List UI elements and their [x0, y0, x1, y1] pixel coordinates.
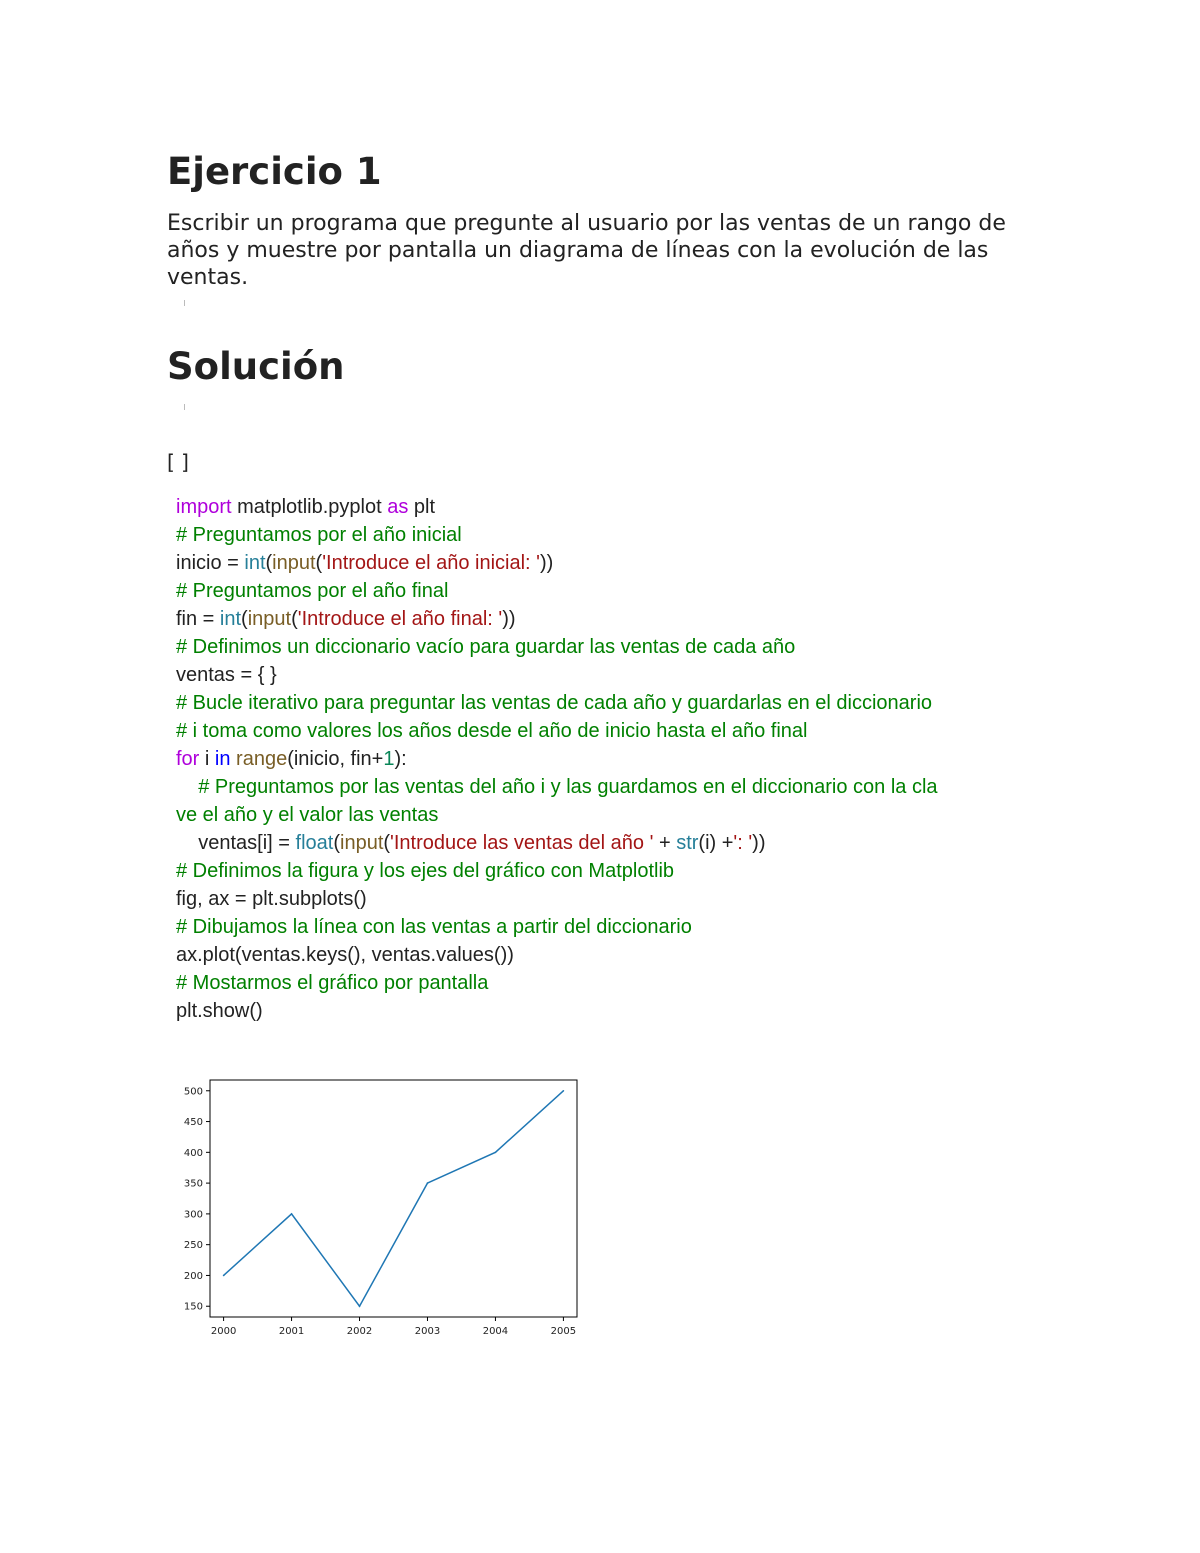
code-line: [176, 829, 1046, 857]
code-cell[interactable]: [176, 493, 1046, 1025]
divider-mark: [184, 404, 185, 410]
code-token: )): [539, 552, 554, 574]
run-cell-button[interactable]: [ ]: [167, 450, 189, 474]
code-token: int: [219, 608, 242, 630]
code-line: [176, 493, 1046, 521]
data-point: [427, 1182, 429, 1184]
code-token: 1: [383, 748, 395, 770]
x-tick-label: 2003: [414, 1326, 441, 1337]
x-tick-label: 2005: [550, 1326, 577, 1337]
code-comment: # Definimos la figura y los ejes del gráfico con Matplotlib: [176, 860, 675, 882]
code-token: str: [676, 832, 699, 854]
code-token: (: [265, 552, 273, 574]
code-line: ventas = { }: [176, 664, 277, 686]
code-token: (: [315, 552, 323, 574]
y-tick-label: 200: [183, 1270, 203, 1282]
code-token: ):: [394, 748, 407, 770]
code-token: (: [241, 608, 248, 630]
divider-mark: [184, 300, 185, 306]
code-token: import: [176, 496, 232, 518]
code-comment: # Definimos un diccionario vacío para guardar las ventas de cada año: [176, 636, 796, 658]
code-token: as: [387, 496, 409, 518]
code-token: 'Introduce el año final: ': [297, 608, 503, 630]
code-token: in: [214, 748, 231, 770]
y-tick-label: 350: [183, 1178, 203, 1190]
code-comment: ve el año y el valor las ventas: [176, 804, 439, 826]
code-comment: # Preguntamos por las ventas del año i y las guardamos en el diccionario con la cla: [176, 776, 938, 798]
data-point: [291, 1213, 293, 1215]
code-token: (: [383, 832, 391, 854]
x-tick-label: 2002: [346, 1326, 373, 1337]
y-tick-label: 450: [183, 1117, 203, 1129]
code-token: ': ': [733, 832, 753, 854]
y-tick-label: 300: [183, 1209, 203, 1221]
code-line: [176, 605, 1046, 633]
plot-frame: [210, 1080, 577, 1317]
code-token: fin =: [176, 608, 220, 630]
code-comment: # i toma como valores los años desde el año de inicio hasta el año final: [176, 720, 808, 742]
data-point: [495, 1152, 497, 1154]
data-point: [359, 1305, 361, 1307]
code-token: 'Introduce el año inicial: ': [322, 552, 540, 574]
x-tick-label: 2001: [278, 1326, 305, 1337]
code-token: int: [244, 552, 266, 574]
page-title: Ejercicio 1: [167, 150, 382, 193]
code-line: [176, 549, 1046, 577]
code-token: )): [502, 608, 516, 630]
code-token: ventas[i] =: [176, 832, 296, 854]
code-token: plt: [408, 496, 436, 518]
exercise-description: Escribir un programa que pregunte al usuario por las ventas de un rango de años y muestre por pantalla un diagrama de líneas con la evolución de las ventas.: [167, 211, 1006, 290]
code-token: range: [236, 748, 288, 770]
code-token: (: [291, 608, 298, 630]
code-token: for: [176, 748, 200, 770]
code-token: 'Introduce las ventas del año ': [390, 832, 654, 854]
code-comment: # Preguntamos por el año final: [176, 580, 449, 602]
code-token: (i) +: [698, 832, 734, 854]
y-tick-label: 500: [183, 1086, 203, 1098]
code-token: )): [752, 832, 766, 854]
chart-svg: [170, 1070, 590, 1345]
code-line: ax.plot(ventas.keys(), ventas.values()): [176, 944, 514, 966]
code-token: +: [653, 832, 677, 854]
y-tick-label: 400: [183, 1147, 203, 1159]
code-line: fig, ax = plt.subplots(): [176, 888, 367, 910]
code-token: (inicio, fin+: [287, 748, 384, 770]
x-tick-label: 2000: [210, 1326, 237, 1337]
code-token: (: [333, 832, 340, 854]
data-point: [223, 1275, 225, 1277]
solution-heading: Solución: [167, 345, 345, 388]
code-token: float: [295, 832, 334, 854]
code-token: i: [199, 748, 215, 770]
y-tick-label: 150: [183, 1301, 203, 1313]
y-tick-label: 250: [183, 1240, 203, 1252]
code-comment: # Dibujamos la línea con las ventas a partir del diccionario: [176, 916, 692, 938]
code-token: inicio =: [176, 552, 245, 574]
code-comment: # Preguntamos por el año inicial: [176, 524, 462, 546]
data-point: [563, 1090, 565, 1092]
code-token: input: [340, 832, 384, 854]
code-line: [176, 745, 1046, 773]
code-comment: # Bucle iterativo para preguntar las ventas de cada año y guardarlas en el diccionario: [176, 692, 933, 714]
code-line: plt.show(): [176, 1000, 263, 1022]
code-token: input: [247, 608, 292, 630]
x-tick-label: 2004: [482, 1326, 509, 1337]
sales-line: [224, 1091, 564, 1306]
code-token: input: [272, 552, 316, 574]
sales-line-chart: [170, 1070, 590, 1345]
code-token: matplotlib.pyplot: [231, 496, 388, 518]
code-comment: # Mostarmos el gráfico por pantalla: [176, 972, 489, 994]
